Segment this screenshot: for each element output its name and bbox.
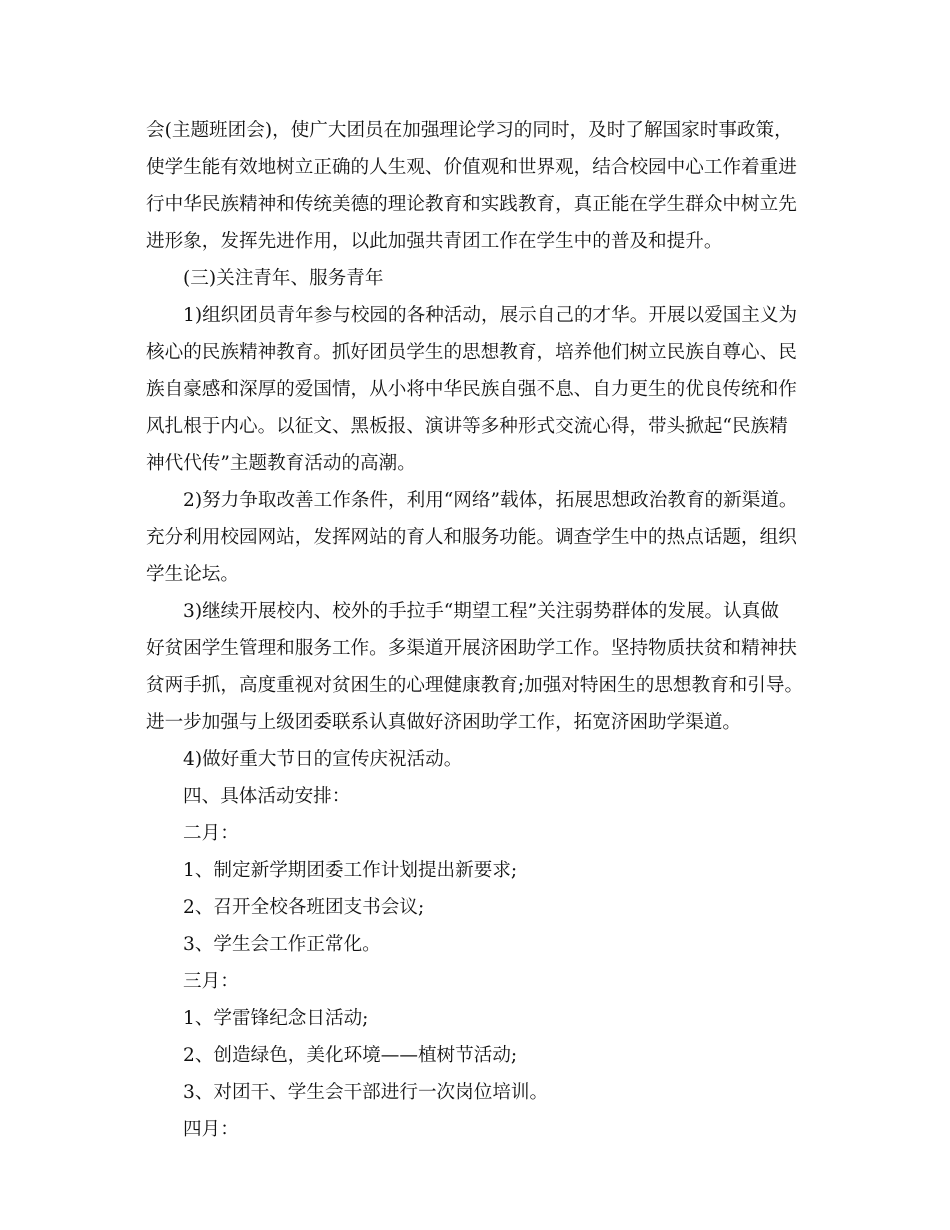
paragraph-line: 神代代传”主题教育活动的高潮。 bbox=[146, 453, 416, 474]
list-item: 2、召开全校各班团支书会议; bbox=[183, 897, 425, 918]
document-body bbox=[146, 112, 810, 1148]
paragraph-line: 核心的民族精神教育。抓好团员学生的思想教育，培养他们树立民族自尊心、民 bbox=[146, 342, 797, 363]
section-heading: 四、具体活动安排： bbox=[183, 786, 351, 807]
list-item: 3、对团干、学生会干部进行一次岗位培训。 bbox=[183, 1082, 549, 1103]
paragraph-line: 进一步加强与上级团委联系认真做好济困助学工作，拓宽济困助学渠道。 bbox=[146, 712, 742, 733]
paragraph-line: 1)组织团员青年参与校园的各种活动，展示自己的才华。开展以爱国主义为 bbox=[183, 305, 798, 326]
paragraph-line: 进形象，发挥先进作用，以此加强共青团工作在学生中的普及和提升。 bbox=[146, 231, 723, 252]
list-item: 1、学雷锋纪念日活动; bbox=[183, 1008, 369, 1029]
paragraph-line: 2)努力争取改善工作条件，利用“网络”载体，拓展思想政治教育的新渠道。 bbox=[183, 490, 798, 511]
paragraph-line: 贫两手抓，高度重视对贫困生的心理健康教育;加强对特困生的思想教育和引导。 bbox=[146, 675, 804, 696]
paragraph-line: 3)继续开展校内、校外的手拉手“期望工程”关注弱势群体的发展。认真做 bbox=[183, 601, 779, 622]
list-item: 3、学生会工作正常化。 bbox=[183, 934, 381, 955]
paragraph-line: 好贫困学生管理和服务工作。多渠道开展济困助学工作。坚持物质扶贫和精神扶 bbox=[146, 638, 797, 659]
paragraph-line: 风扎根于内心。以征文、黑板报、演讲等多种形式交流心得，带头掀起“民族精 bbox=[146, 416, 788, 437]
month-heading: 三月： bbox=[183, 971, 239, 992]
paragraph-line: 充分利用校园网站，发挥网站的育人和服务功能。调查学生中的热点话题，组织 bbox=[146, 527, 797, 548]
paragraph-line: 4)做好重大节日的宣传庆祝活动。 bbox=[183, 749, 463, 770]
month-heading: 四月： bbox=[183, 1119, 239, 1140]
paragraph-line: 学生论坛。 bbox=[146, 564, 239, 585]
paragraph-line: 行中华民族精神和传统美德的理论教育和实践教育，真正能在学生群众中树立先 bbox=[146, 194, 797, 215]
paragraph-line: 使学生能有效地树立正确的人生观、价值观和世界观，结合校园中心工作着重进 bbox=[146, 157, 797, 178]
section-heading: (三)关注青年、服务青年 bbox=[183, 268, 384, 289]
paragraph-line: 族自豪感和深厚的爱国情，从小将中华民族自强不息、自力更生的优良传统和作 bbox=[146, 379, 797, 400]
list-item: 2、创造绿色，美化环境——植树节活动; bbox=[183, 1045, 518, 1066]
list-item: 1、制定新学期团委工作计划提出新要求; bbox=[183, 860, 518, 881]
month-heading: 二月： bbox=[183, 823, 239, 844]
paragraph-line: 会(主题班团会)，使广大团员在加强理论学习的同时，及时了解国家时事政策， bbox=[146, 120, 793, 141]
